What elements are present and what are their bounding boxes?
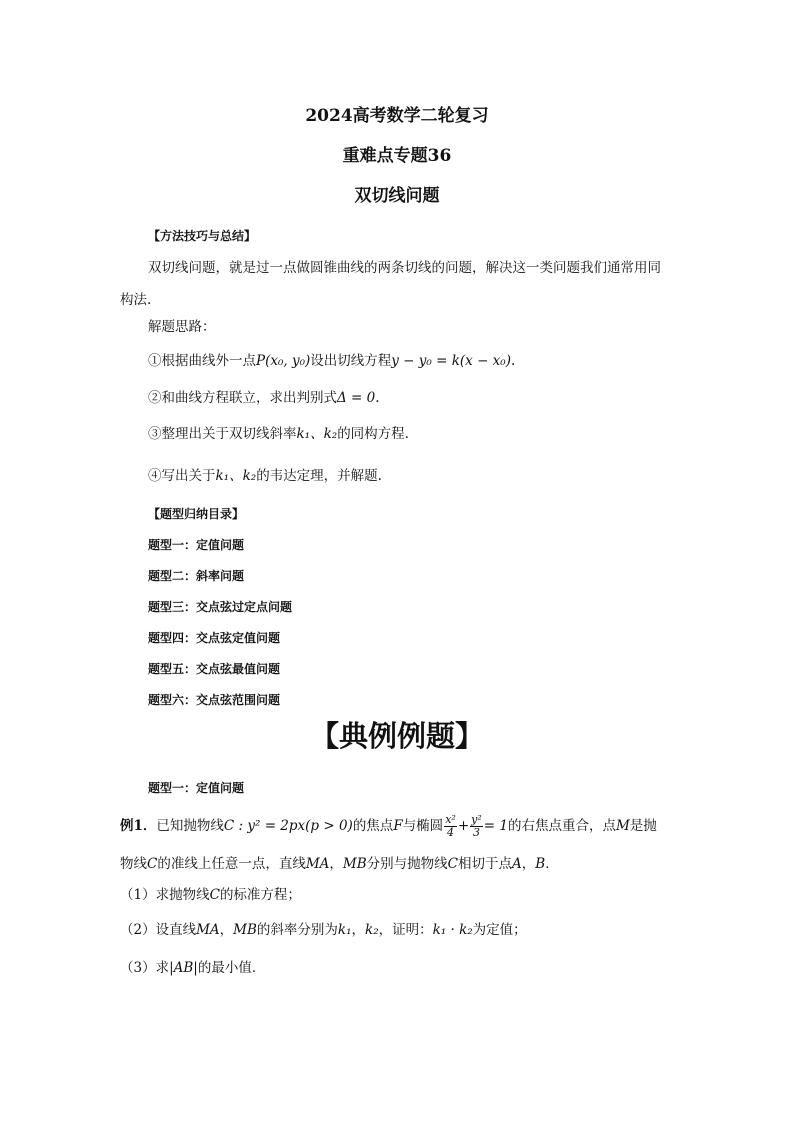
q-var: k₁ · k₂	[432, 922, 473, 938]
frac-num: x²	[445, 812, 456, 826]
q-text: 与椭圆	[402, 818, 444, 834]
q-var: k₁	[337, 922, 352, 938]
q-text: 的焦点	[352, 818, 394, 834]
q-text: 为定值；	[472, 922, 527, 938]
steps-title: 解题思路：	[148, 319, 216, 335]
catalog-item: 题型三：交点弦过定点问题	[148, 600, 293, 614]
q-var: C	[147, 856, 158, 872]
step-2	[148, 392, 380, 406]
q-var: k₂	[365, 922, 379, 938]
q-text: ，	[329, 856, 343, 872]
catalog-item: 题型六：交点弦范围问题	[148, 693, 281, 707]
q-var: MA	[196, 922, 220, 938]
q-var: C	[209, 887, 220, 903]
doc-subtitle: 重难点专题36	[342, 146, 452, 166]
step3-end: 的同构方程.	[337, 426, 409, 442]
ellipse-fraction-y	[470, 814, 483, 839]
step1-mid: 设出切线方程	[310, 353, 392, 369]
q-var: MA	[305, 856, 330, 872]
step4-vars: k₁、k₂	[215, 468, 257, 484]
q-text: ，	[521, 856, 536, 872]
frac-den: 3	[472, 826, 480, 839]
method-heading: 【方法技巧与总结】	[148, 229, 257, 243]
q-text: 的斜率分别为	[256, 922, 338, 938]
step3-text: ③整理出关于双切线斜率	[148, 426, 297, 442]
q-text: ，	[351, 922, 366, 938]
step-4	[148, 470, 382, 484]
doc-title: 2024高考数学二轮复习	[305, 106, 489, 126]
step2-end: .	[375, 390, 380, 406]
example-type-heading: 题型一：定值问题	[148, 781, 245, 795]
q-text: 的标准方程；	[219, 887, 301, 903]
q-text: 已知抛物线	[156, 818, 224, 834]
q-var: F	[393, 818, 403, 834]
step1-end: .	[510, 353, 516, 369]
step4-end: 的韦达定理，并解题.	[256, 468, 382, 484]
q-text: 分别与抛物线	[366, 856, 448, 872]
catalog-item: 题型四：交点弦定值问题	[148, 631, 281, 645]
q-text: 的准线上任意一点，直线	[157, 856, 306, 872]
parabola-equation: C : y² = 2px(p > 0)	[223, 818, 353, 834]
example-1-part-1	[120, 889, 301, 903]
examples-banner: 【典例例题】	[309, 719, 484, 753]
q-var: MB	[342, 856, 367, 872]
example-1-question-line2	[120, 858, 559, 872]
q-var: B	[535, 856, 546, 872]
q-equals: = 1	[483, 818, 508, 834]
q-text: 的最小值．	[197, 960, 266, 976]
q-text: 相切于点	[458, 856, 513, 872]
q-text: （1）求抛物线	[120, 887, 210, 903]
q-var: C	[447, 856, 459, 872]
catalog-item: 题型一：定值问题	[148, 538, 245, 552]
example-1-part-3	[120, 962, 265, 976]
plus-sign: +	[457, 818, 470, 834]
q-text: （2）设直线	[120, 922, 197, 938]
q-text: 的右焦点重合，点	[507, 818, 616, 834]
doc-topic: 双切线问题	[354, 186, 440, 206]
step1-text: ①根据曲线外一点	[148, 353, 256, 369]
q-text: ，	[219, 922, 234, 938]
q-var: MB	[233, 922, 257, 938]
q-text: ，证明：	[378, 922, 433, 938]
q-var: A	[512, 856, 522, 872]
step-1	[148, 355, 515, 369]
example-1-part-2	[120, 924, 527, 938]
step2-text: ②和曲线方程联立，求出判别式	[148, 390, 337, 406]
q-var: |AB|	[169, 960, 198, 976]
step2-equation: Δ = 0	[337, 390, 376, 406]
step1-point: P(x₀, y₀)	[256, 353, 311, 369]
example-label: 例1．	[120, 818, 157, 834]
q-text: ．	[545, 856, 559, 872]
method-intro-line2: 构法.	[120, 292, 152, 308]
ellipse-fraction-x	[444, 814, 457, 839]
step3-vars: k₁、k₂	[296, 426, 338, 442]
catalog-item: 题型二：斜率问题	[148, 569, 245, 583]
catalog-item: 题型五：交点弦最值问题	[148, 662, 281, 676]
q-var: M	[615, 818, 630, 834]
step1-equation: y − y₀ = k(x − x₀)	[391, 353, 511, 369]
step4-text: ④写出关于	[148, 468, 216, 484]
catalog-heading: 【题型归纳目录】	[148, 507, 245, 521]
frac-num: y²	[471, 812, 482, 826]
example-1-question-line1	[120, 810, 657, 842]
q-text: 物线	[120, 856, 147, 872]
q-text: 是抛	[629, 818, 657, 834]
frac-den: 4	[447, 826, 454, 839]
method-intro-line1: 双切线问题，就是过一点做圆锥曲线的两条切线的问题，解决这一类问题我们通常用同	[148, 260, 661, 276]
step-3	[148, 428, 409, 442]
q-text: （3）求	[120, 960, 170, 976]
